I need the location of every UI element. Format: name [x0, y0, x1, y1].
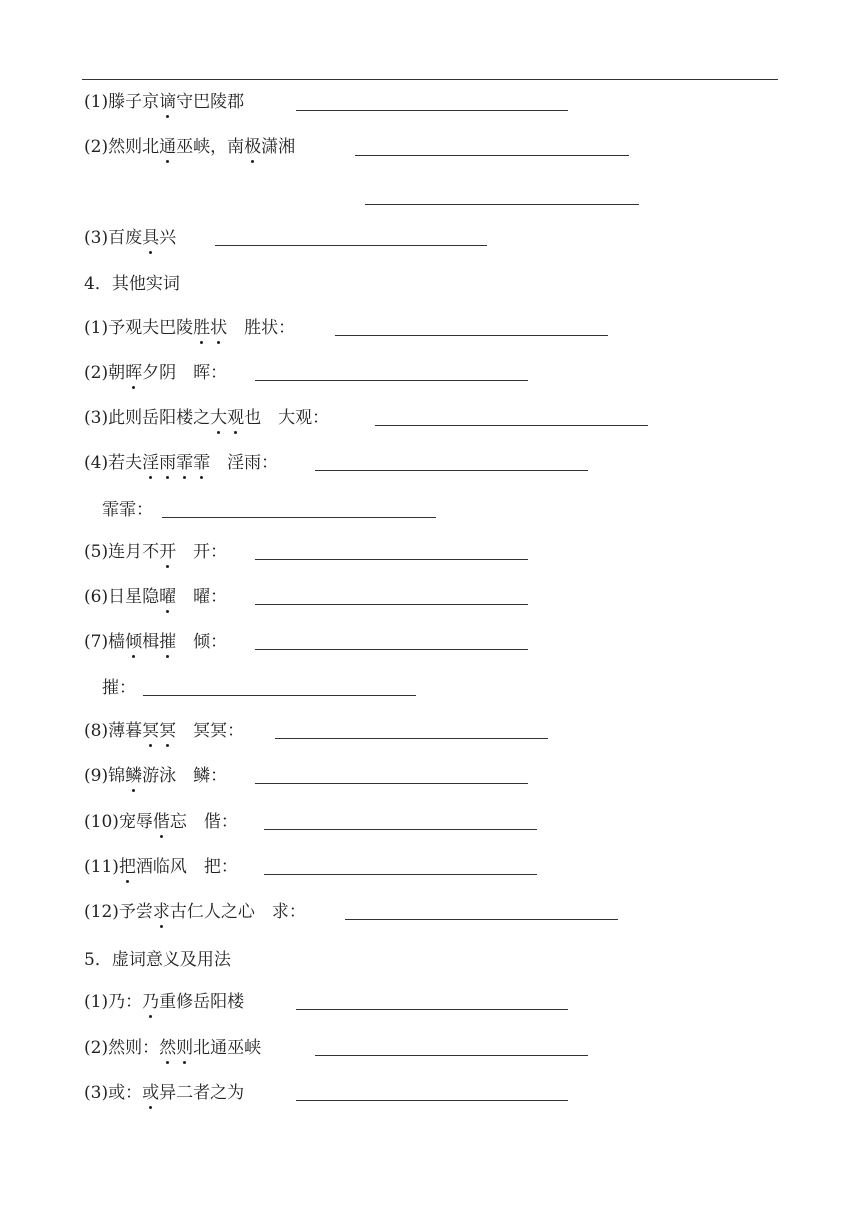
text-segment: (3)此则岳阳楼之: [84, 408, 211, 428]
text-segment: 曜：: [176, 587, 228, 607]
emphasized-char: 冥: [159, 721, 177, 741]
item-4-10: [84, 810, 238, 834]
text-segment: 潇湘: [261, 137, 296, 157]
item-4-4-sub: [102, 498, 153, 522]
text-segment: 霏霏：: [102, 500, 153, 520]
text-segment: 异二者之为: [159, 1083, 245, 1103]
emphasized-char: 极: [244, 137, 262, 157]
emphasized-char: 淫: [142, 453, 160, 473]
emphasized-char: 然: [159, 1038, 177, 1058]
text-segment: 兴: [159, 228, 177, 248]
item-3-3: [84, 226, 176, 250]
emphasized-char: 大: [210, 408, 228, 428]
answer-blank[interactable]: [296, 1100, 568, 1101]
text-segment: (8)薄暮: [84, 721, 143, 741]
answer-blank[interactable]: [264, 829, 537, 830]
text-segment: 淫雨：: [210, 453, 279, 473]
text-segment: 4．其他实词: [84, 274, 180, 294]
emphasized-char: 霏: [176, 453, 194, 473]
answer-blank[interactable]: [375, 425, 648, 426]
emphasized-char: 胜: [193, 318, 211, 338]
answer-blank[interactable]: [255, 649, 528, 650]
answer-blank[interactable]: [355, 155, 629, 156]
text-segment: (11): [84, 857, 119, 877]
text-segment: 游泳 鳞：: [142, 766, 228, 786]
text-segment: (1)乃：: [84, 992, 143, 1012]
text-segment: (10)宠辱: [84, 812, 153, 832]
item-4-11: [84, 855, 238, 879]
item-4-1: [84, 316, 295, 340]
item-4-8: [84, 719, 244, 743]
text-segment: (5)连月不: [84, 542, 160, 562]
emphasized-char: 观: [227, 408, 245, 428]
item-4-2: [84, 361, 227, 385]
emphasized-char: 曜: [159, 587, 177, 607]
emphasized-char: 通: [159, 137, 177, 157]
answer-blank[interactable]: [143, 695, 416, 696]
answer-blank[interactable]: [255, 559, 528, 560]
text-segment: 摧：: [102, 678, 136, 698]
emphasized-char: 晖: [125, 363, 143, 383]
emphasized-char: 则: [176, 1038, 194, 1058]
emphasized-char: 偕: [152, 812, 170, 832]
item-5-2: [84, 1036, 261, 1060]
text-segment: (3)或：: [84, 1083, 143, 1103]
emphasized-char: 霏: [193, 453, 211, 473]
text-segment: (3)百废: [84, 228, 143, 248]
text-segment: (1)滕子京: [84, 92, 160, 112]
emphasized-char: 具: [142, 228, 160, 248]
header-rule: [82, 79, 778, 80]
item-4-9: [84, 764, 227, 788]
text-segment: 酒临风 把：: [135, 857, 238, 877]
answer-blank[interactable]: [296, 1009, 568, 1010]
answer-blank[interactable]: [275, 738, 548, 739]
emphasized-char: 状: [210, 318, 228, 338]
answer-blank[interactable]: [365, 204, 639, 205]
text-segment: 巫峡，南: [176, 137, 245, 157]
text-segment: 开：: [176, 542, 228, 562]
answer-blank[interactable]: [315, 470, 588, 471]
item-4-5: [84, 540, 227, 564]
text-segment: 忘 偕：: [169, 812, 238, 832]
answer-blank[interactable]: [162, 517, 436, 518]
text-segment: (6)日星隐: [84, 587, 160, 607]
text-segment: 重修岳阳楼: [159, 992, 245, 1012]
answer-blank[interactable]: [215, 245, 487, 246]
emphasized-char: 摧: [159, 632, 177, 652]
item-4-7: [84, 630, 227, 654]
emphasized-char: 求: [152, 902, 170, 922]
section-5-heading: [84, 948, 231, 972]
answer-blank[interactable]: [296, 110, 568, 111]
answer-blank[interactable]: [335, 335, 608, 336]
answer-blank[interactable]: [255, 380, 528, 381]
text-segment: 倾：: [176, 632, 228, 652]
emphasized-char: 乃: [142, 992, 160, 1012]
text-segment: 冥冥：: [176, 721, 245, 741]
answer-blank[interactable]: [315, 1055, 588, 1056]
emphasized-char: 倾: [125, 632, 143, 652]
text-segment: (12)予尝: [84, 902, 153, 922]
text-segment: 夕阴 晖：: [142, 363, 228, 383]
emphasized-char: 开: [159, 542, 177, 562]
answer-blank[interactable]: [264, 874, 537, 875]
text-segment: (7)樯: [84, 632, 126, 652]
text-segment: (2)朝: [84, 363, 126, 383]
text-segment: 古仁人之心 求：: [169, 902, 306, 922]
text-segment: 也 大观：: [244, 408, 330, 428]
emphasized-char: 把: [118, 857, 136, 877]
item-4-12: [84, 900, 306, 924]
emphasized-char: 雨: [159, 453, 177, 473]
text-segment: 楫: [142, 632, 160, 652]
text-segment: (9)锦: [84, 766, 126, 786]
item-3-1: [84, 90, 244, 114]
text-segment: 5．虚词意义及用法: [84, 950, 231, 970]
item-4-4: [84, 451, 278, 475]
answer-blank[interactable]: [345, 919, 618, 920]
item-5-3: [84, 1081, 244, 1105]
item-4-3: [84, 406, 329, 430]
item-5-1: [84, 990, 244, 1014]
answer-blank[interactable]: [255, 783, 528, 784]
emphasized-char: 鳞: [125, 766, 143, 786]
text-segment: (1)予观夫巴陵: [84, 318, 194, 338]
emphasized-char: 冥: [142, 721, 160, 741]
item-4-6: [84, 585, 227, 609]
item-3-2: [84, 135, 295, 159]
text-segment: (4)若夫: [84, 453, 143, 473]
answer-blank[interactable]: [255, 604, 528, 605]
text-segment: 北通巫峡: [193, 1038, 262, 1058]
emphasized-char: 谪: [159, 92, 177, 112]
item-4-7-sub: [102, 676, 136, 700]
text-segment: (2)然则北: [84, 137, 160, 157]
section-4-heading: [84, 272, 180, 296]
text-segment: 守巴陵郡: [176, 92, 245, 112]
text-segment: 胜状：: [227, 318, 296, 338]
emphasized-char: 或: [142, 1083, 160, 1103]
text-segment: (2)然则：: [84, 1038, 160, 1058]
